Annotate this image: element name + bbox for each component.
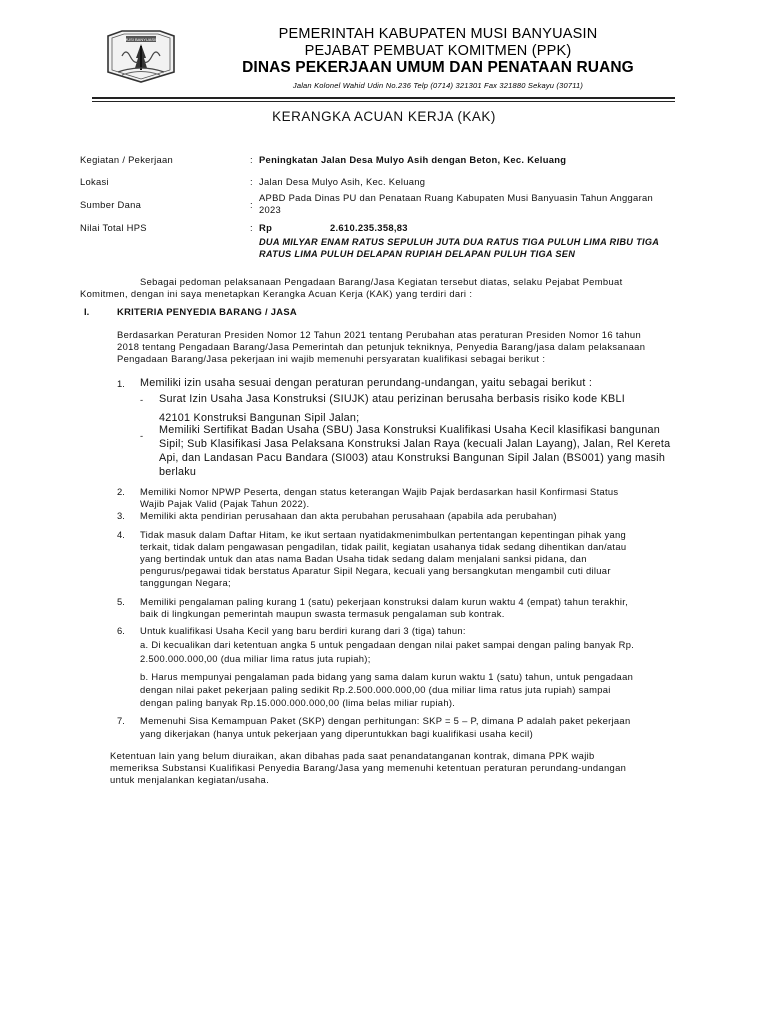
office-name: PEJABAT PEMBUAT KOMITMEN (PPK) <box>304 43 572 59</box>
gov-name: PEMERINTAH KABUPATEN MUSI BANYUASIN <box>278 26 598 42</box>
header-rule-thin <box>92 101 675 102</box>
lokasi-label: Lokasi <box>80 176 109 187</box>
closing-line-1: Ketentuan lain yang belum diuraikan, akan dibahas pada saat penandatanganan kontrak, dimana PPK wajib <box>110 750 595 761</box>
terbilang-line-1: DUA MILYAR ENAM RATUS SEPULUH JUTA DUA RATUS TIGA PULUH LIMA RIBU TIGA <box>259 237 660 247</box>
sumber-label: Sumber Dana <box>80 199 142 210</box>
colon: : <box>250 222 253 233</box>
kegiatan-label: Kegiatan / Pekerjaan <box>80 154 174 165</box>
item-1-text: Memiliki izin usaha sesuai dengan peraturan perundang-undangan, yaitu sebagai berikut : <box>140 377 593 389</box>
item-6-b-line-1: b. Harus mempunyai pengalaman pada bidang yang sama dalam kurun waktu 1 (satu) tahun, untuk pengadaan <box>140 671 634 682</box>
colon: : <box>250 176 253 187</box>
item-4-line-3: yang bertindak untuk dan atas nama Badan Usaha tidak sedang dalam menjalani sanksi pidana, dan <box>140 553 587 564</box>
sumber-value-1: APBD Pada Dinas PU dan Penataan Ruang Kabupaten Musi Banyuasin Tahun Anggaran <box>259 192 654 203</box>
terbilang-line-2: RATUS LIMA PULUH DELAPAN RUPIAH DELAPAN PULUH TIGA SEN <box>259 249 576 259</box>
office-address: Jalan Kolonel Wahid Udin No.236 Telp (0714) 321301 Fax 321880 Sekayu (30711) <box>292 81 584 90</box>
item-7-line-2: yang dikerjakan (hanya untuk pekerjaan yang diperuntukkan bagi kualifikasi usaha kecil) <box>140 728 533 739</box>
sub-item-2-line-1: Memiliki Sertifikat Badan Usaha (SBU) Jasa Konstruksi Kualifikasi Usaha Kecil klasifikasi bangunan <box>159 424 660 436</box>
department-name: DINAS PEKERJAAN UMUM DAN PENATAAN RUANG <box>242 59 634 76</box>
regency-logo <box>104 28 178 89</box>
intro-line-1: Sebagai pedoman pelaksanaan Pengadaan Barang/Jasa Kegiatan tersebut diatas, selaku Pejabat Pembuat <box>140 276 623 287</box>
item-number: 5. <box>117 596 125 607</box>
item-number: 1. <box>117 378 125 389</box>
document-title: KERANGKA ACUAN KERJA (KAK) <box>272 109 496 124</box>
item-6-b-line-2: dengan nilai paket pekerjaan paling sedikit Rp.2.500.000.000,00 (dua miliar lima ratus juta rupiah) sampai <box>140 684 611 695</box>
colon: : <box>250 154 253 165</box>
colon: : <box>250 199 253 210</box>
sub-item-1-line-1: Surat Izin Usaha Jasa Konstruksi (SIUJK) atau perizinan berusaha berbasis risiko kode KBLI <box>159 393 625 405</box>
item-number: 4. <box>117 529 125 540</box>
item-number: 3. <box>117 510 125 521</box>
item-3-line-1: Memiliki akta pendirian perusahaan dan akta perubahan perusahaan (apabila ada perubahan) <box>140 510 557 521</box>
dash-bullet: - <box>140 394 144 405</box>
item-4-line-1: Tidak masuk dalam Daftar Hitam, ke ikut sertaan nyatidakmenimbulkan pertentangan kepentingan pihak yang <box>140 529 627 540</box>
item-6-line-1: Untuk kualifikasi Usaha Kecil yang baru berdiri kurang dari 3 (tiga) tahun: <box>140 625 466 636</box>
item-6-a-line-2: 2.500.000.000,00 (dua miliar lima ratus juta rupiah); <box>140 653 371 664</box>
lokasi-value: Jalan Desa Mulyo Asih, Kec. Keluang <box>259 176 426 187</box>
section-title: KRITERIA PENYEDIA BARANG / JASA <box>117 306 297 317</box>
nilai-label: Nilai Total HPS <box>80 222 147 233</box>
item-4-line-2: terkait, tidak dalam pengawasan pengadilan, tidak pailit, kegiatan usahanya tidak sedang dihentikan dan/atau <box>140 541 627 552</box>
kegiatan-value: Peningkatan Jalan Desa Mulyo Asih dengan Beton, Kec. Keluang <box>259 154 567 165</box>
nilai-amount: 2.610.235.358,83 <box>330 222 408 233</box>
closing-line-2: memeriksa Substansi Kualifikasi Penyedia Barang/Jasa yang memenuhi ketentuan peraturan perundang-undangan <box>110 762 627 773</box>
dash-bullet: - <box>140 430 144 441</box>
intro-line-2: Komitmen, dengan ini saya menetapkan Kerangka Acuan Kerja (KAK) yang terdiri dari : <box>80 288 473 299</box>
sub-item-2-line-2: Sipil; Sub Klasifikasi Jasa Pelaksana Konstruksi Jalan Raya (kecuali Jalan Layang), Jalan, Rel Kereta <box>159 438 671 450</box>
sub-item-1-line-2: 42101 Konstruksi Bangunan Sipil Jalan; <box>159 412 360 424</box>
musi-banyuasin-emblem-icon <box>104 28 178 84</box>
item-number: 7. <box>117 715 125 726</box>
item-number: 2. <box>117 486 125 497</box>
item-2-line-1: Memiliki Nomor NPWP Peserta, dengan status keterangan Wajib Pajak berdasarkan hasil Konfirmasi Status <box>140 486 619 497</box>
section-number: I. <box>84 306 90 317</box>
section-intro-1: Berdasarkan Peraturan Presiden Nomor 12 Tahun 2021 tentang Perubahan atas peraturan Presiden Nomor 16 tahun <box>117 329 642 340</box>
item-4-line-5: tanggungan Negara; <box>140 577 231 588</box>
item-5-line-1: Memiliki pengalaman paling kurang 1 (satu) pekerjaan konstruksi dalam kurun waktu 4 (empat) tahun terakhir, <box>140 596 629 607</box>
sub-item-2-line-4: berlaku <box>159 466 197 478</box>
item-2-line-2: Wajib Pajak Valid (Pajak Tahun 2022). <box>140 498 310 509</box>
item-6-b-line-3: dengan paling banyak Rp.15.000.000.000,00 (lima belas miliar rupiah). <box>140 697 456 708</box>
nilai-currency: Rp <box>259 222 273 233</box>
sub-item-2-line-3: Api, dan Landasan Pacu Bandara (SI003) atau Konstruksi Bangunan Sipil Jalan (BS001) yang masih <box>159 452 666 464</box>
item-4-line-4: pengurus/pegawai tidak berstatus Aparatur Sipil Negara, kecuali yang bersangkutan mengambil cuti diluar <box>140 565 611 576</box>
closing-line-3: untuk menjalankan kegiatan/usaha. <box>110 774 270 785</box>
item-number: 6. <box>117 625 125 636</box>
item-6-a-line-1: a. Di kecualikan dari ketentuan angka 5 untuk pengadaan dengan nilai paket sampai dengan paling banyak Rp. <box>140 639 635 650</box>
section-intro-2: 2018 tentang Pengadaan Barang/Jasa Pemerintah dan petunjuk tekniknya, Penyedia Barang/jasa dalam pelaksanaan <box>117 341 646 352</box>
section-intro-3: Pengadaan Barang/Jasa pekerjaan ini wajib memenuhi persyaratan kualifikasi sebagai berikut : <box>117 353 546 364</box>
svg-text:MUSI BANYUASIN: MUSI BANYUASIN <box>123 36 159 42</box>
item-7-line-1: Memenuhi Sisa Kemampuan Paket (SKP) dengan perhitungan: SKP = 5 – P, dimana P adalah paket pekerjaan <box>140 715 631 726</box>
header-rule-thick <box>92 97 675 99</box>
item-5-line-2: baik di lingkungan pemerintah maupun swasta termasuk pengalaman sub kontrak. <box>140 608 505 619</box>
sumber-value-2: 2023 <box>259 204 282 215</box>
